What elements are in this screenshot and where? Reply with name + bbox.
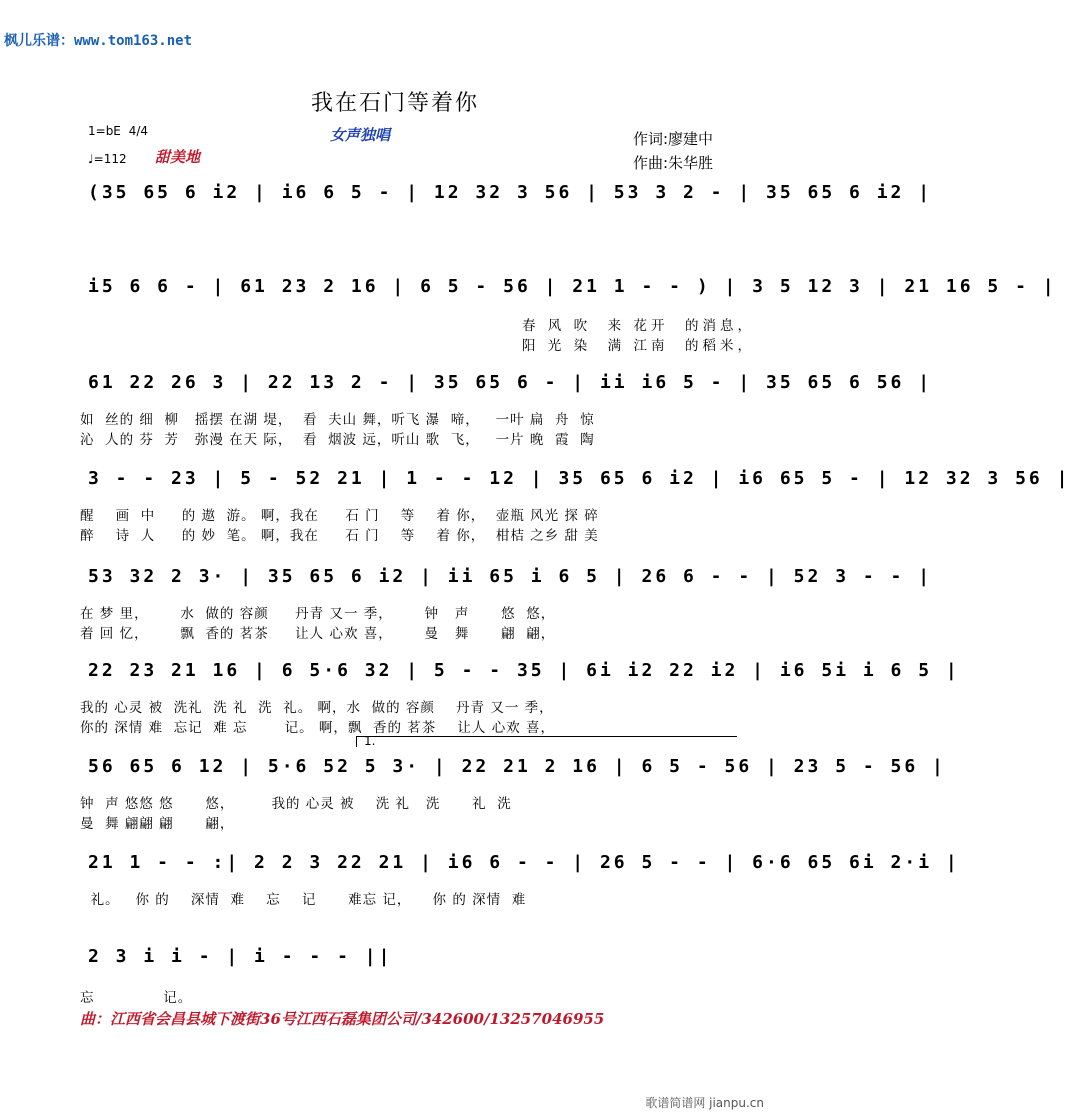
lyrics-verse-2: 着 回 忆， 飘 香的 茗茶 让人 心欢 喜， 曼 舞 翩 翩， (80, 626, 556, 642)
music-notation: 22 23 21 16 | 6 5·6 32 | 5 - - 35 | 6i i2 22 i2 | i6 5i i 6 5 | (88, 660, 960, 681)
volta-label: 1. (364, 734, 376, 748)
music-notation: 2 3 i i - | i - - - || (88, 946, 393, 967)
lyrics-verse-1: 春 风 吹 来 花开 的消息， (522, 318, 756, 334)
song-title: 我在石门等着你 (310, 91, 479, 116)
lyrics-verse-1: 如 丝的 细 柳 摇摆 在湖 堤， 看 夫山 舞，听飞 瀑 啼， 一叶 扁 舟 惊 (80, 412, 595, 428)
expression-marking: 甜美地 (155, 148, 201, 166)
time-signature: 4/4 (128, 124, 149, 138)
tempo-marking: ♩=112 (88, 152, 127, 166)
lyrics-verse-1: 钟 声 悠悠 悠 悠， 我的 心灵 被 洗 礼 洗 礼 洗 (80, 796, 512, 812)
music-notation: i5 6 6 - | 61 23 2 16 | 6 5 - 56 | 21 1 - - ) | 3 5 12 3 | 21 16 5 - | (88, 276, 1057, 297)
lyrics-verse-2: 你的 深情 难 忘记 难 忘 记。 啊，飘 香的 茗茶 让人 心欢 喜， (80, 720, 555, 736)
music-notation: (35 65 6 i2 | i6 6 5 - | 12 32 3 56 | 53 3 2 - | 35 65 6 i2 | (88, 182, 933, 203)
song-subtitle: 女声独唱 (330, 126, 391, 144)
music-notation: 3 - - 23 | 5 - 52 21 | 1 - - 12 | 35 65 6 i2 | i6 65 5 - | 12 32 3 56 | (88, 468, 1070, 489)
volta-bracket (356, 736, 737, 747)
lyrics-verse-1: 忘 记。 (80, 990, 193, 1006)
music-notation: 53 32 2 3· | 35 65 6 i2 | ii 65 i 6 5 | 26 6 - - | 52 3 - - | (88, 566, 933, 587)
lyrics-verse-2: 醉 诗 人 的 妙 笔。 啊，我在 石 门 等 着 你， 柑桔 之乡 甜 美 (80, 528, 599, 544)
lyrics-verse-2: 阳 光 染 满 江南 的稻米， (522, 338, 756, 354)
music-notation: 21 1 - - :| 2 2 3 22 21 | i6 6 - - | 26 5 - - | 6·6 65 6i 2·i | (88, 852, 960, 873)
footer-contact: 曲：江西省会昌县城下渡街36号江西石磊集团公司/342600/13257046955 (80, 1010, 605, 1028)
lyrics-verse-1: 在 梦 里， 水 做的 容颜 丹青 又一 季， 钟 声 悠 悠， (80, 606, 556, 622)
site-label: 枫儿乐谱：www.tom163.net (4, 33, 193, 49)
lyrics-verse-2: 沁 人的 芬 芳 弥漫 在天 际， 看 烟波 远，听山 歌 飞， 一片 晚 霞 陶 (80, 432, 595, 448)
key-label: 1=bE (88, 124, 121, 138)
lyrics-verse-1: 醒 画 中 的 遨 游。 啊，我在 石 门 等 着 你， 壶瓶 风光 探 碎 (80, 508, 599, 524)
composer-credit: 作曲:朱华胜 (633, 154, 714, 172)
lyricist-credit: 作词:廖建中 (633, 130, 714, 148)
music-notation: 61 22 26 3 | 22 13 2 - | 35 65 6 - | ii i6 5 - | 35 65 6 56 | (88, 372, 933, 393)
music-notation: 56 65 6 12 | 5·6 52 5 3· | 22 21 2 16 | 6 5 - 56 | 23 5 - 56 | (88, 756, 946, 777)
lyrics-verse-2: 曼 舞 翩翩 翩 翩， (80, 816, 235, 832)
watermark: 歌谱简谱网 jianpu.cn (645, 1096, 764, 1110)
lyrics-verse-1: 礼。 你 的 深情 难 忘 记 难忘 记， 你 的 深情 难 (80, 892, 527, 908)
key-signature (88, 124, 148, 138)
lyrics-verse-1: 我的 心灵 被 洗礼 洗 礼 洗 礼。 啊，水 做的 容颜 丹青 又一 季， (80, 700, 554, 716)
